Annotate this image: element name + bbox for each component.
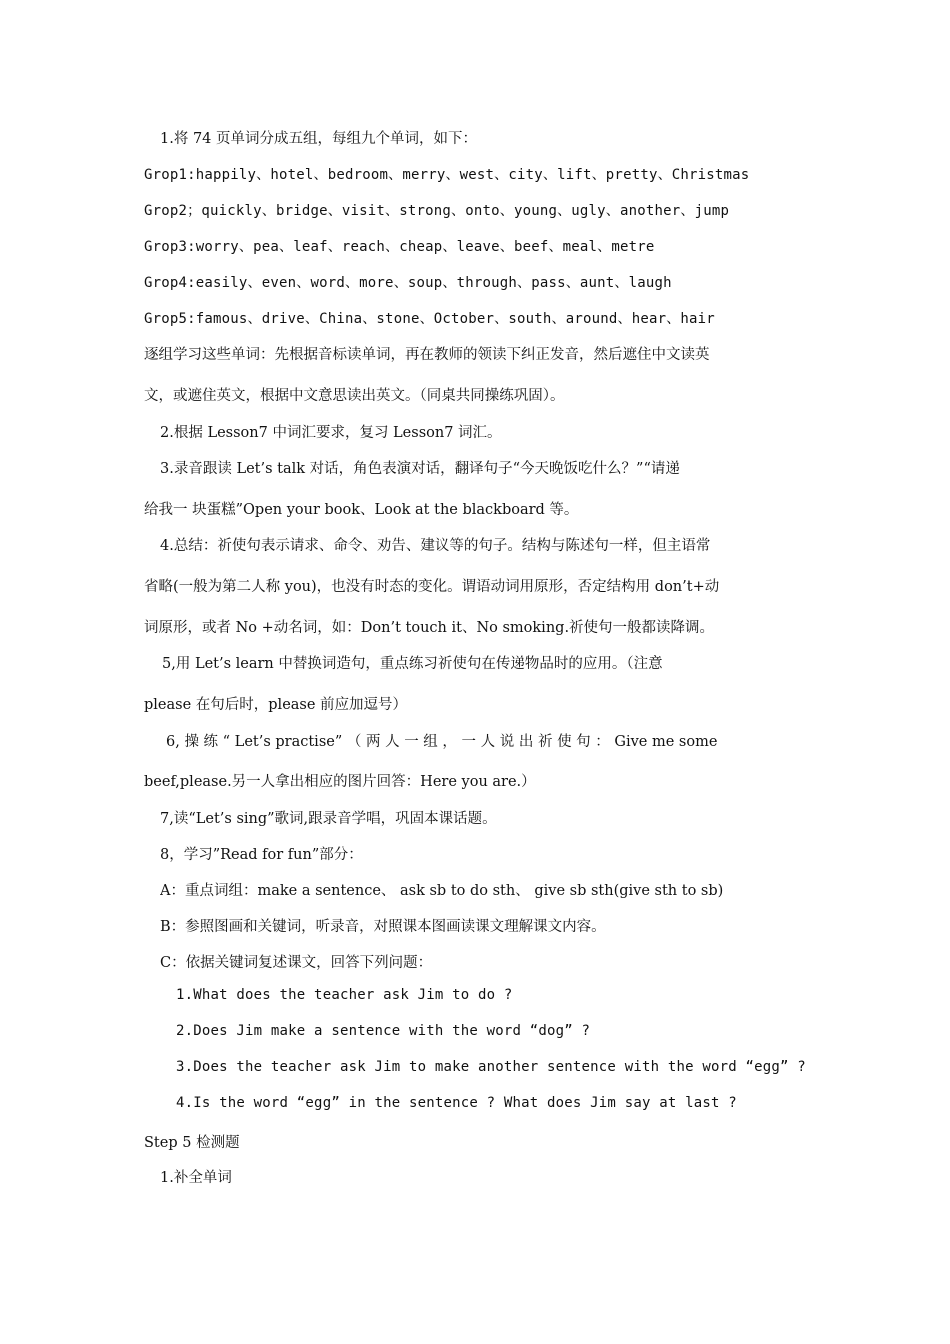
study-instructions-line-2: 文，或遮住英文，根据中文意思读出英文。（同桌共同操练巩固）。 [144,388,565,404]
group-1-words: Grop1:happily、hotel、bedroom、merry、west、city、lift、pretty、Christmas [144,167,750,183]
paragraph-3-line-2: 给我一 块蛋糕”Open your book、Look at the blackboard 等。 [144,502,579,518]
paragraph-3-line-1: 3.录音跟读 Let’s talk 对话，角色表演对话，翻译句子“今天晚饭吃什么？”“请递 [160,461,680,477]
step-5-heading: Step 5 检测题 [144,1135,240,1151]
item-c: C：依据关键词复述课文，回答下列问题： [160,955,433,971]
paragraph-1: 1.将 74 页单词分成五组，每组九个单词，如下： [160,131,478,147]
study-instructions-line-1: 逐组学习这些单词：先根据音标读单词，再在教师的领读下纠正发音，然后遮住中文读英 [144,347,710,363]
group-2-words: Grop2；quickly、bridge、visit、strong、onto、young、ugly、another、jump [144,203,730,219]
group-5-words: Grop5:famous、drive、China、stone、October、south、around、hear、hair [144,311,715,327]
question-2: 2.Does Jim make a sentence with the word “dog” ? [176,1023,591,1039]
paragraph-6-line-2: beef,please.另一人拿出相应的图片回答：Here you are.） [144,774,536,790]
paragraph-6-line-1: 6, 操 练 “ Let’s practise” （ 两 人 一 组 ， 一 人 说 出 祈 使 句 ： Give me some [166,734,718,750]
paragraph-4-line-1: 4.总结：祈使句表示请求、命令、劝告、建议等的句子。结构与陈述句一样，但主语常 [160,538,711,554]
paragraph-5-line-1: 5,用 Let’s learn 中替换词造句，重点练习祈使句在传递物品时的应用。（注意 [162,656,663,672]
group-3-words: Grop3:worry、pea、leaf、reach、cheap、leave、beef、meal、metre [144,239,655,255]
question-4: 4.Is the word “egg” in the sentence ? What does Jim say at last ? [176,1095,737,1111]
question-3: 3.Does the teacher ask Jim to make another sentence with the word “egg” ? [176,1059,806,1075]
exercise-1-heading: 1.补全单词 [160,1170,232,1186]
group-4-words: Grop4:easily、even、word、more、soup、through、pass、aunt、laugh [144,275,672,291]
item-a-key-phrases: A：重点词组：make a sentence、 ask sb to do sth、 give sb sth(give sth to sb) [160,883,724,899]
paragraph-8-heading: 8，学习”Read for fun”部分： [160,847,363,863]
paragraph-4-line-2: 省略(一般为第二人称 you)，也没有时态的变化。谓语动词用原形，否定结构用 don’t+动 [144,579,720,595]
paragraph-2: 2.根据 Lesson7 中词汇要求，复习 Lesson7 词汇。 [160,425,502,441]
paragraph-7: 7,读“Let’s sing”歌词,跟录音学唱，巩固本课话题。 [160,811,497,827]
paragraph-4-line-3: 词原形，或者 No +动名词，如：Don’t touch it、No smoking.祈使句一般都读降调。 [144,620,715,636]
item-b: B：参照图画和关键词，听录音，对照课本图画读课文理解课文内容。 [160,919,606,935]
paragraph-5-line-2: please 在句后时，please 前应加逗号） [144,697,408,713]
question-1: 1.What does the teacher ask Jim to do ? [176,987,513,1003]
